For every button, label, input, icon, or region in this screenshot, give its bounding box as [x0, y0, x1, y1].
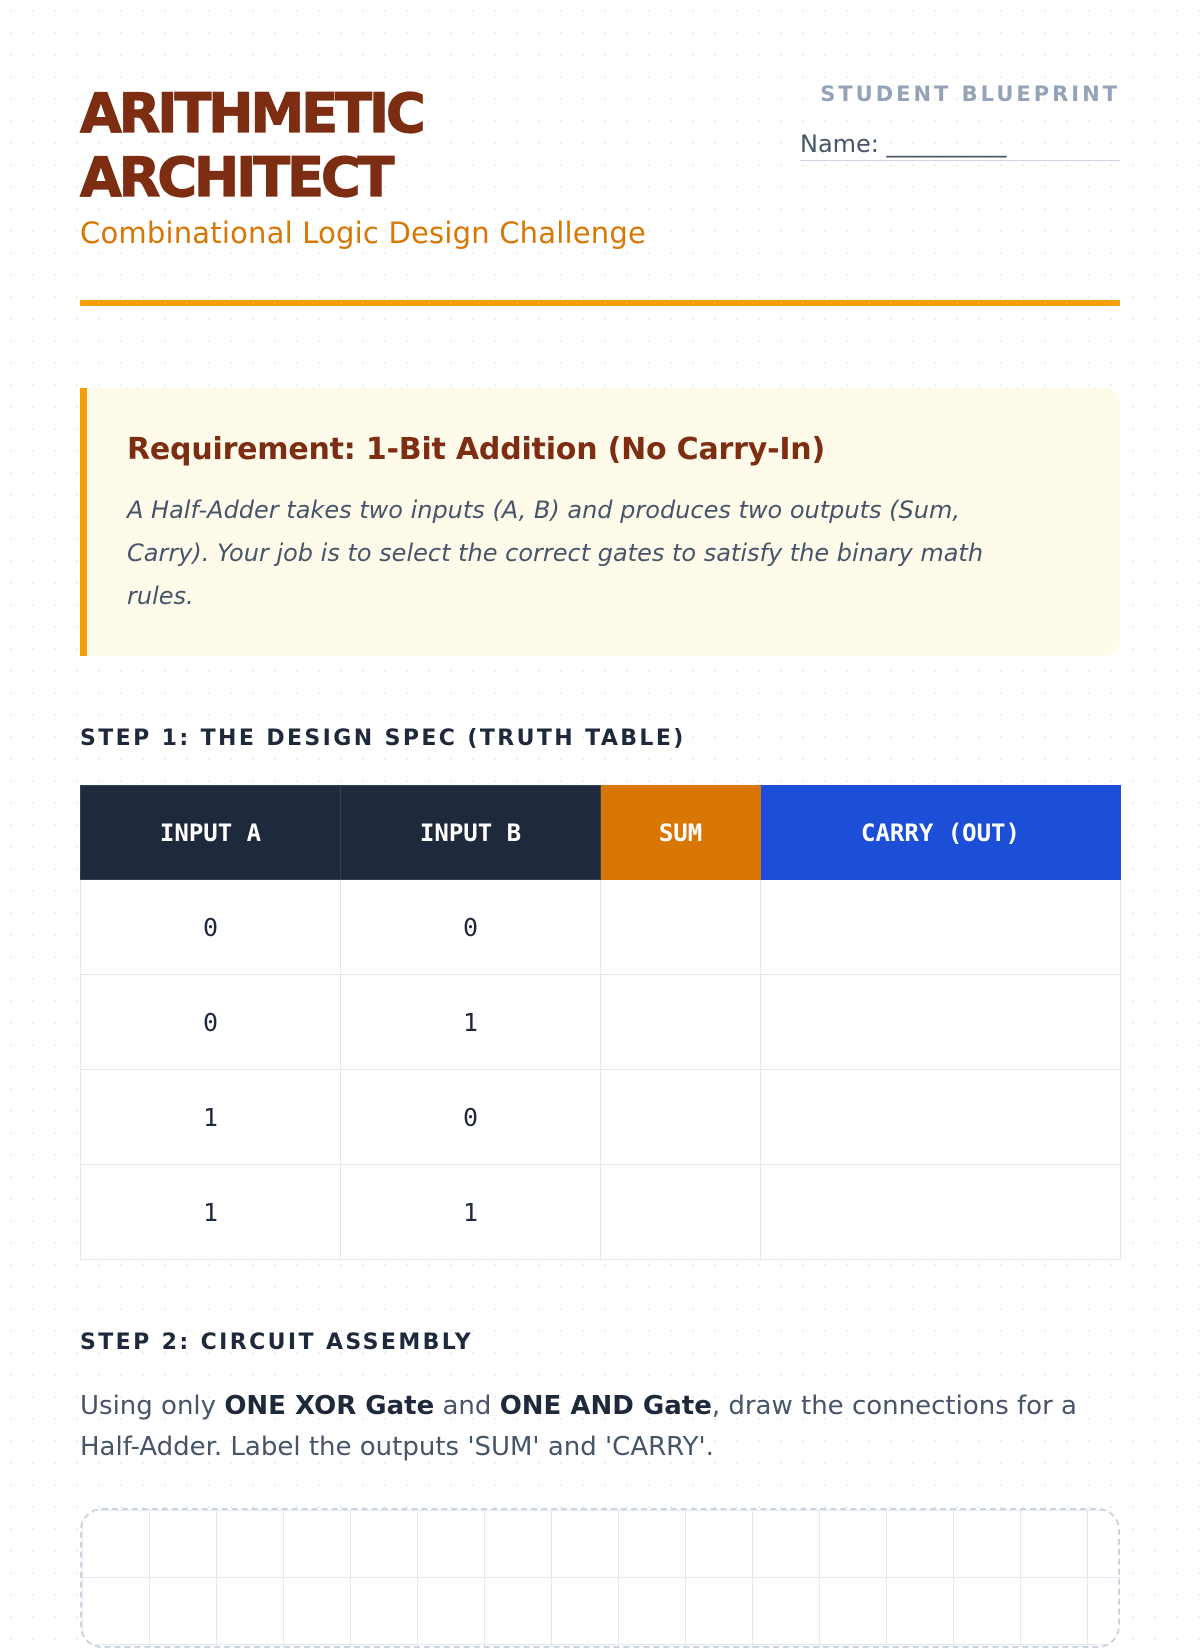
- sum-answer-cell[interactable]: [601, 975, 761, 1070]
- worksheet-header: [80, 82, 1120, 312]
- sum-answer-cell[interactable]: [601, 1070, 761, 1165]
- input-a-cell: 1: [81, 1070, 341, 1165]
- column-header-carry: CARRY (OUT): [761, 786, 1121, 880]
- sum-answer-cell[interactable]: [601, 880, 761, 975]
- header-divider: [80, 300, 1120, 306]
- column-header-input-a: INPUT A: [81, 786, 341, 880]
- requirement-callout: [80, 388, 1120, 656]
- carry-answer-cell[interactable]: [761, 880, 1121, 975]
- table-row: [81, 1070, 1121, 1165]
- table-row: [81, 975, 1121, 1070]
- truth-table: [80, 785, 1121, 1260]
- input-a-cell: 0: [81, 880, 341, 975]
- title-line-1: ARITHMETIC: [80, 82, 423, 145]
- input-a-cell: 1: [81, 1165, 341, 1260]
- table-header-row: [81, 786, 1121, 880]
- table-row: [81, 1165, 1121, 1260]
- column-header-input-b: INPUT B: [341, 786, 601, 880]
- instruction-text-3: , draw the connections for a Half-Adder. Label the outputs 'SUM' and 'CARRY'.: [80, 1391, 1077, 1462]
- name-field[interactable]: Name: __________: [800, 130, 1120, 161]
- table-row: [81, 880, 1121, 975]
- carry-answer-cell[interactable]: [761, 1165, 1121, 1260]
- input-b-cell: 1: [341, 975, 601, 1070]
- requirement-title: Requirement: 1-Bit Addition (No Carry-In): [127, 432, 825, 467]
- circuit-drawing-area[interactable]: [80, 1508, 1120, 1648]
- page-subtitle: Combinational Logic Design Challenge: [80, 216, 647, 250]
- worksheet-page: [80, 0, 1120, 1600]
- input-b-cell: 1: [341, 1165, 601, 1260]
- sum-answer-cell[interactable]: [601, 1165, 761, 1260]
- title-line-2: ARCHITECT: [80, 146, 392, 209]
- carry-answer-cell[interactable]: [761, 975, 1121, 1070]
- input-b-cell: 0: [341, 1070, 601, 1165]
- student-blueprint-label: STUDENT BLUEPRINT: [820, 82, 1120, 106]
- instruction-text-2: and: [434, 1391, 500, 1421]
- step2-instructions: [80, 1386, 1090, 1468]
- step1-heading: STEP 1: THE DESIGN SPEC (TRUTH TABLE): [80, 726, 686, 751]
- xor-gate-emphasis: ONE XOR Gate: [224, 1391, 435, 1421]
- input-b-cell: 0: [341, 880, 601, 975]
- instruction-text-1: Using only: [80, 1391, 225, 1421]
- carry-answer-cell[interactable]: [761, 1070, 1121, 1165]
- and-gate-emphasis: ONE AND Gate: [499, 1391, 712, 1421]
- input-a-cell: 0: [81, 975, 341, 1070]
- step2-heading: STEP 2: CIRCUIT ASSEMBLY: [80, 1330, 474, 1355]
- requirement-text: A Half-Adder takes two inputs (A, B) and produces two outputs (Sum, Carry). Your job is to select the correct gates to satisfy the binary math rules.: [127, 496, 984, 610]
- column-header-sum: SUM: [601, 786, 761, 880]
